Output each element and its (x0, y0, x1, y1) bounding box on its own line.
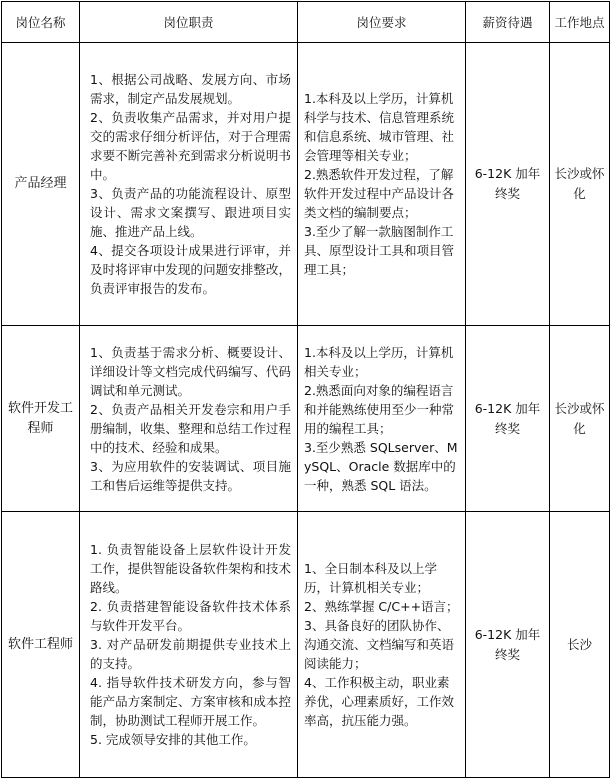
job-duties (80, 326, 298, 512)
job-title: 产品经理 (2, 43, 80, 326)
duty-item: 5. 完成领导安排的其他工作。 (90, 732, 256, 747)
duty-item: 1、负责基于需求分析、概要设计、详细设计等文档完成代码编写、代码调试和单元测试。 (90, 344, 291, 398)
duty-item: 1、根据公司战略、发展方向、市场需求，制定产品发展规划。 (90, 72, 291, 106)
requirement-item: 3、具备良好的团队协作、沟通交流、文档编写和英语阅读能力； (304, 618, 455, 671)
duty-item: 3. 对产品研发前期提供专业技术上的支持。 (90, 637, 291, 671)
job-table (1, 1, 610, 778)
table-row (2, 43, 610, 326)
job-requirements (298, 43, 466, 326)
duty-item: 2. 负责搭建智能设备软件技术体系与软件开发平台。 (90, 599, 291, 633)
duty-item: 2、负责收集产品需求，并对用户提交的需求仔细分析评估，对于合理需求要不断完善补充到需求分析说明书中。 (90, 110, 291, 182)
duty-item: 1. 负责智能设备上层软件设计开发工作，提供智能设备软件架构和技术路线。 (90, 542, 291, 595)
job-salary: 6-12K 加年终奖 (466, 43, 550, 326)
job-duties (80, 43, 298, 326)
requirement-item: 2.熟悉面向对象的编程语言和并能熟练使用至少一种常用的编程工具； (304, 382, 455, 436)
job-requirements (298, 512, 466, 778)
duty-item: 3、为应用软件的安装调试、项目施工和售后运维等提供支持。 (90, 458, 291, 493)
duty-item: 3、负责产品的功能流程设计、原型设计、需求文案撰写、跟进项目实施、推进产品上线。 (90, 186, 291, 239)
requirement-item: 1.本科及以上学历，计算机相关专业； (304, 344, 454, 379)
table-header-row (2, 2, 610, 43)
header-title: 岗位名称 (2, 2, 80, 43)
job-location: 长沙或怀化 (550, 326, 610, 512)
header-duties: 岗位职责 (80, 2, 298, 43)
job-location: 长沙或怀化 (550, 43, 610, 326)
job-title: 软件开发工程师 (2, 326, 80, 512)
requirement-item: 4、工作积极主动，职业素养优，心理素质好，工作效率高，抗压能力强。 (304, 675, 455, 728)
requirement-item: 1.本科及以上学历，计算机科学与技术、信息管理系统和信息系统、城市管理、社会管理等相关专业； (304, 91, 455, 163)
header-salary: 薪资待遇 (466, 2, 550, 43)
header-requirements: 岗位要求 (298, 2, 466, 43)
job-salary: 6-12K 加年终奖 (466, 512, 550, 778)
requirement-item: 2.熟悉软件开发过程，了解软件开发过程中产品设计各类文档的编制要点； (304, 167, 455, 220)
job-duties (80, 512, 298, 778)
duty-item: 4. 指导软件技术研发方向，参与智能产品方案制定、方案审核和成本控制，协助测试工程师开展工作。 (90, 675, 291, 728)
header-location: 工作地点 (550, 2, 610, 43)
table-row (2, 326, 610, 512)
job-location: 长沙 (550, 512, 610, 778)
job-salary: 6-12K 加年终奖 (466, 326, 550, 512)
job-requirements (298, 326, 466, 512)
requirement-item: 3.至少了解一款脑图制作工具、原型设计工具和项目管理工具； (304, 224, 455, 277)
job-title: 软件工程师 (2, 512, 80, 778)
requirement-item: 3.至少熟悉 SQLserver、MySQL、Oracle 数据库中的一种，熟悉 SQL 语法。 (304, 439, 458, 493)
requirement-item: 1、全日制本科及以上学历，计算机相关专业； (304, 561, 437, 595)
table-row (2, 512, 610, 778)
duty-item: 2、负责产品相关开发卷宗和用户手册编制，收集、整理和总结工作过程中的技术、经验和成果。 (90, 401, 291, 455)
requirement-item: 2、熟练掌握 C/C++语言； (304, 599, 459, 614)
duty-item: 4、提交各项设计成果进行评审，并及时将评审中发现的问题安排整改，负责评审报告的发布。 (90, 243, 291, 296)
